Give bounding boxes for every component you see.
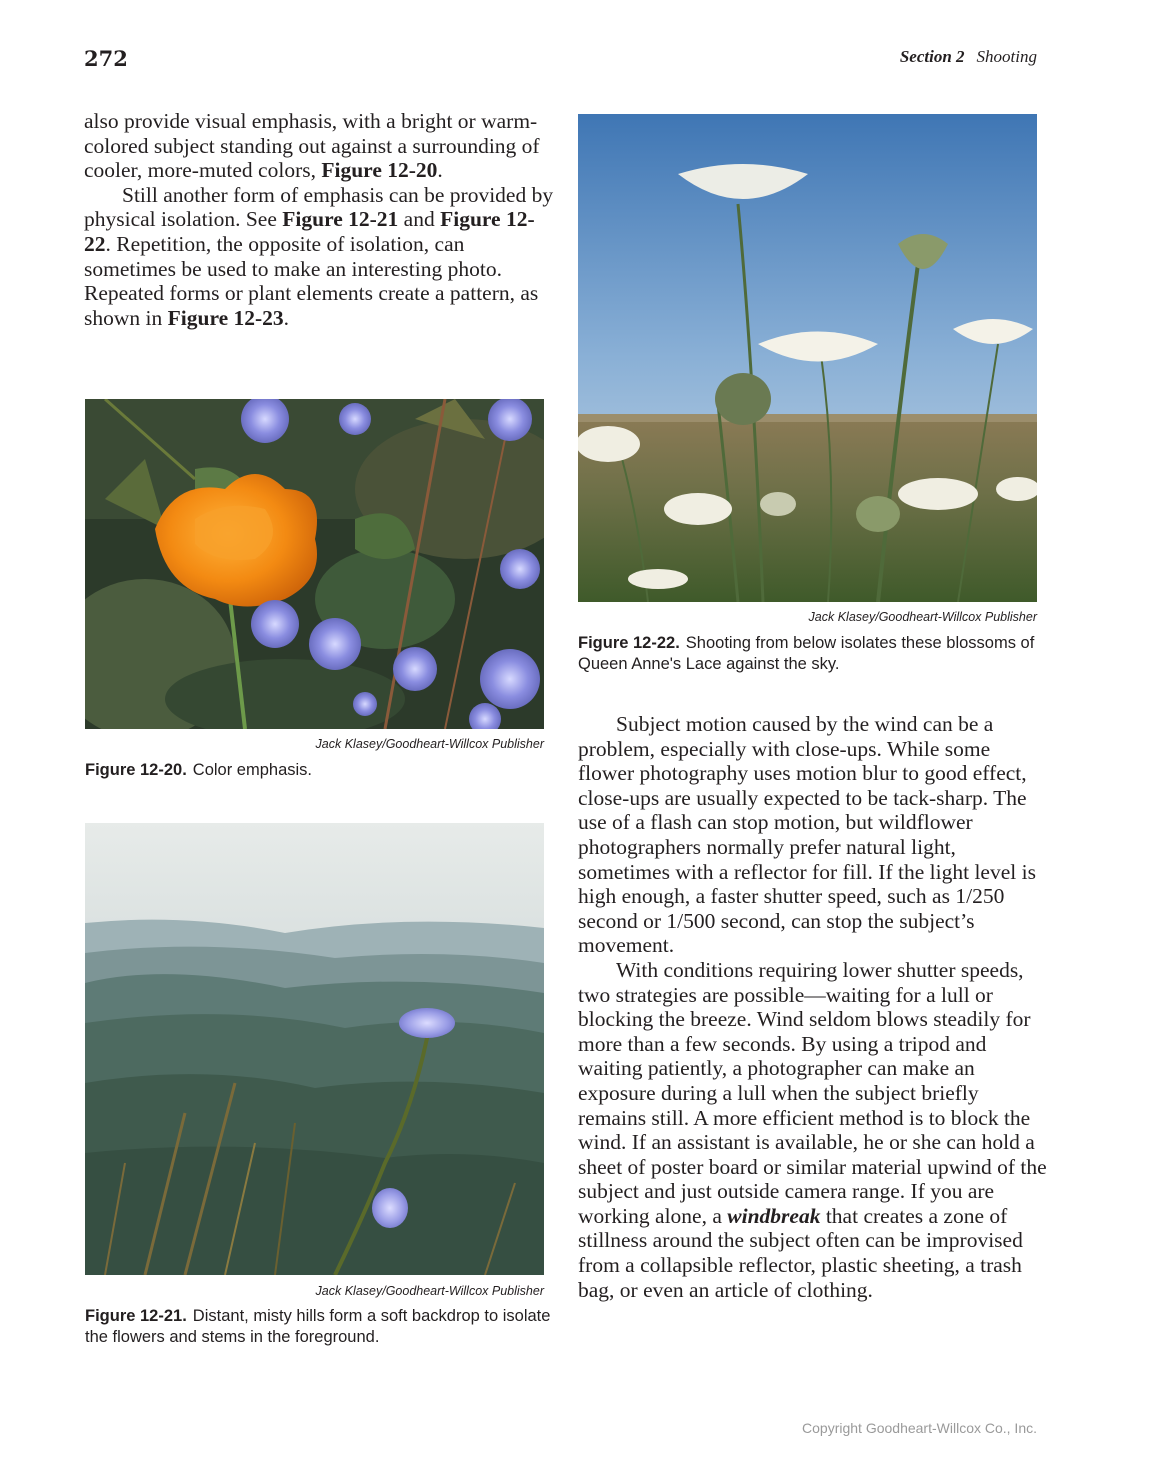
section-label: Section 2 xyxy=(899,47,965,66)
photo-credit: Jack Klasey/Goodheart-Willcox Publisher xyxy=(315,1284,544,1298)
key-term: windbreak xyxy=(727,1203,821,1228)
punctuation: . xyxy=(437,158,443,183)
paragraph-text: With conditions requiring lower shutter speeds, two strategies are possible—waiting for a lull or blocking the breeze. Wind seldom blows steadily for more than a few seconds. By using a tripod and waiting patiently, a photographer can make an exposure during a lull when the subject briefly remains still. A more efficient method is to block the wind. If an assistant is available, he or she can hold a sheet of poster board or similar material upwind of the subject and just outside camera range. If you are working alone, a xyxy=(578,957,1047,1228)
caption-text: Shooting from below isolates these blossoms of Queen Anne's Lace against the sky. xyxy=(578,634,1035,673)
figure-12-20-photo xyxy=(85,399,544,729)
caption-label: Figure 12-21. xyxy=(85,1307,187,1325)
figure-12-21-photo xyxy=(85,823,544,1275)
copyright-notice: Copyright Goodheart-Willcox Co., Inc. xyxy=(802,1420,1037,1436)
page-number: 272 xyxy=(84,46,128,71)
figure-12-21-caption xyxy=(85,1306,555,1348)
figure-12-22-photo xyxy=(578,114,1037,602)
paragraph xyxy=(84,183,554,331)
hills-photo-illustration xyxy=(85,823,544,1275)
paragraph-text: Still another form of emphasis can be provided by physical isolation. See xyxy=(84,182,554,232)
photo-credit: Jack Klasey/Goodheart-Willcox Publisher xyxy=(315,737,544,751)
running-head xyxy=(900,47,1037,67)
paragraph-text: that creates a zone of stillness around the subject often can be improvised from a collapsible reflector, plastic sheeting, a trash bag, or even an article of clothing. xyxy=(578,1203,1023,1302)
figure-reference: Figure 12-23 xyxy=(167,305,284,330)
photo-credit: Jack Klasey/Goodheart-Willcox Publisher xyxy=(808,610,1037,624)
lace-photo-illustration xyxy=(578,114,1037,602)
paragraph xyxy=(84,109,554,183)
caption-text: Color emphasis. xyxy=(192,761,313,779)
paragraph: Subject motion caused by the wind can be a problem, especially with close-ups. While some flower photography uses motion blur to good effect, close-ups are usually expected to be tack-sharp. The use of a flash can stop motion, but wildflower photographers normally prefer natural light, sometimes with a reflector for fill. If the light level is high enough, a faster shutter speed, such as 1/250 second or 1/500 second, can stop the subject’s movement. xyxy=(578,712,1036,958)
figure-reference: Figure 12-22 xyxy=(84,207,535,256)
paragraph xyxy=(578,958,1048,1302)
caption-text: Distant, misty hills form a soft backdrop to isolate the flowers and stems in the foreground. xyxy=(85,1307,551,1346)
figure-12-20-caption xyxy=(85,760,555,781)
figure-reference: Figure 12-20 xyxy=(321,158,438,183)
caption-label: Figure 12-20. xyxy=(85,761,187,779)
punctuation: . xyxy=(283,305,290,330)
paragraph-text: . Repetition, the opposite of isolation, can sometimes be used to make an interesting photo. Repeated forms or plant elements create a pattern, as shown in xyxy=(84,231,539,330)
caption-label: Figure 12-22. xyxy=(578,634,680,652)
left-column-text xyxy=(84,109,554,330)
right-column-text xyxy=(578,712,1048,1302)
paragraph-text: and xyxy=(398,207,441,232)
section-title: Shooting xyxy=(976,47,1037,66)
poppy-photo-illustration xyxy=(85,399,544,729)
paragraph-text: also provide visual emphasis, with a bright or warm-colored subject standing out against a surrounding of cooler, more-muted colors, xyxy=(84,109,540,183)
figure-12-22-caption xyxy=(578,633,1048,675)
figure-reference: Figure 12-21 xyxy=(282,207,399,232)
